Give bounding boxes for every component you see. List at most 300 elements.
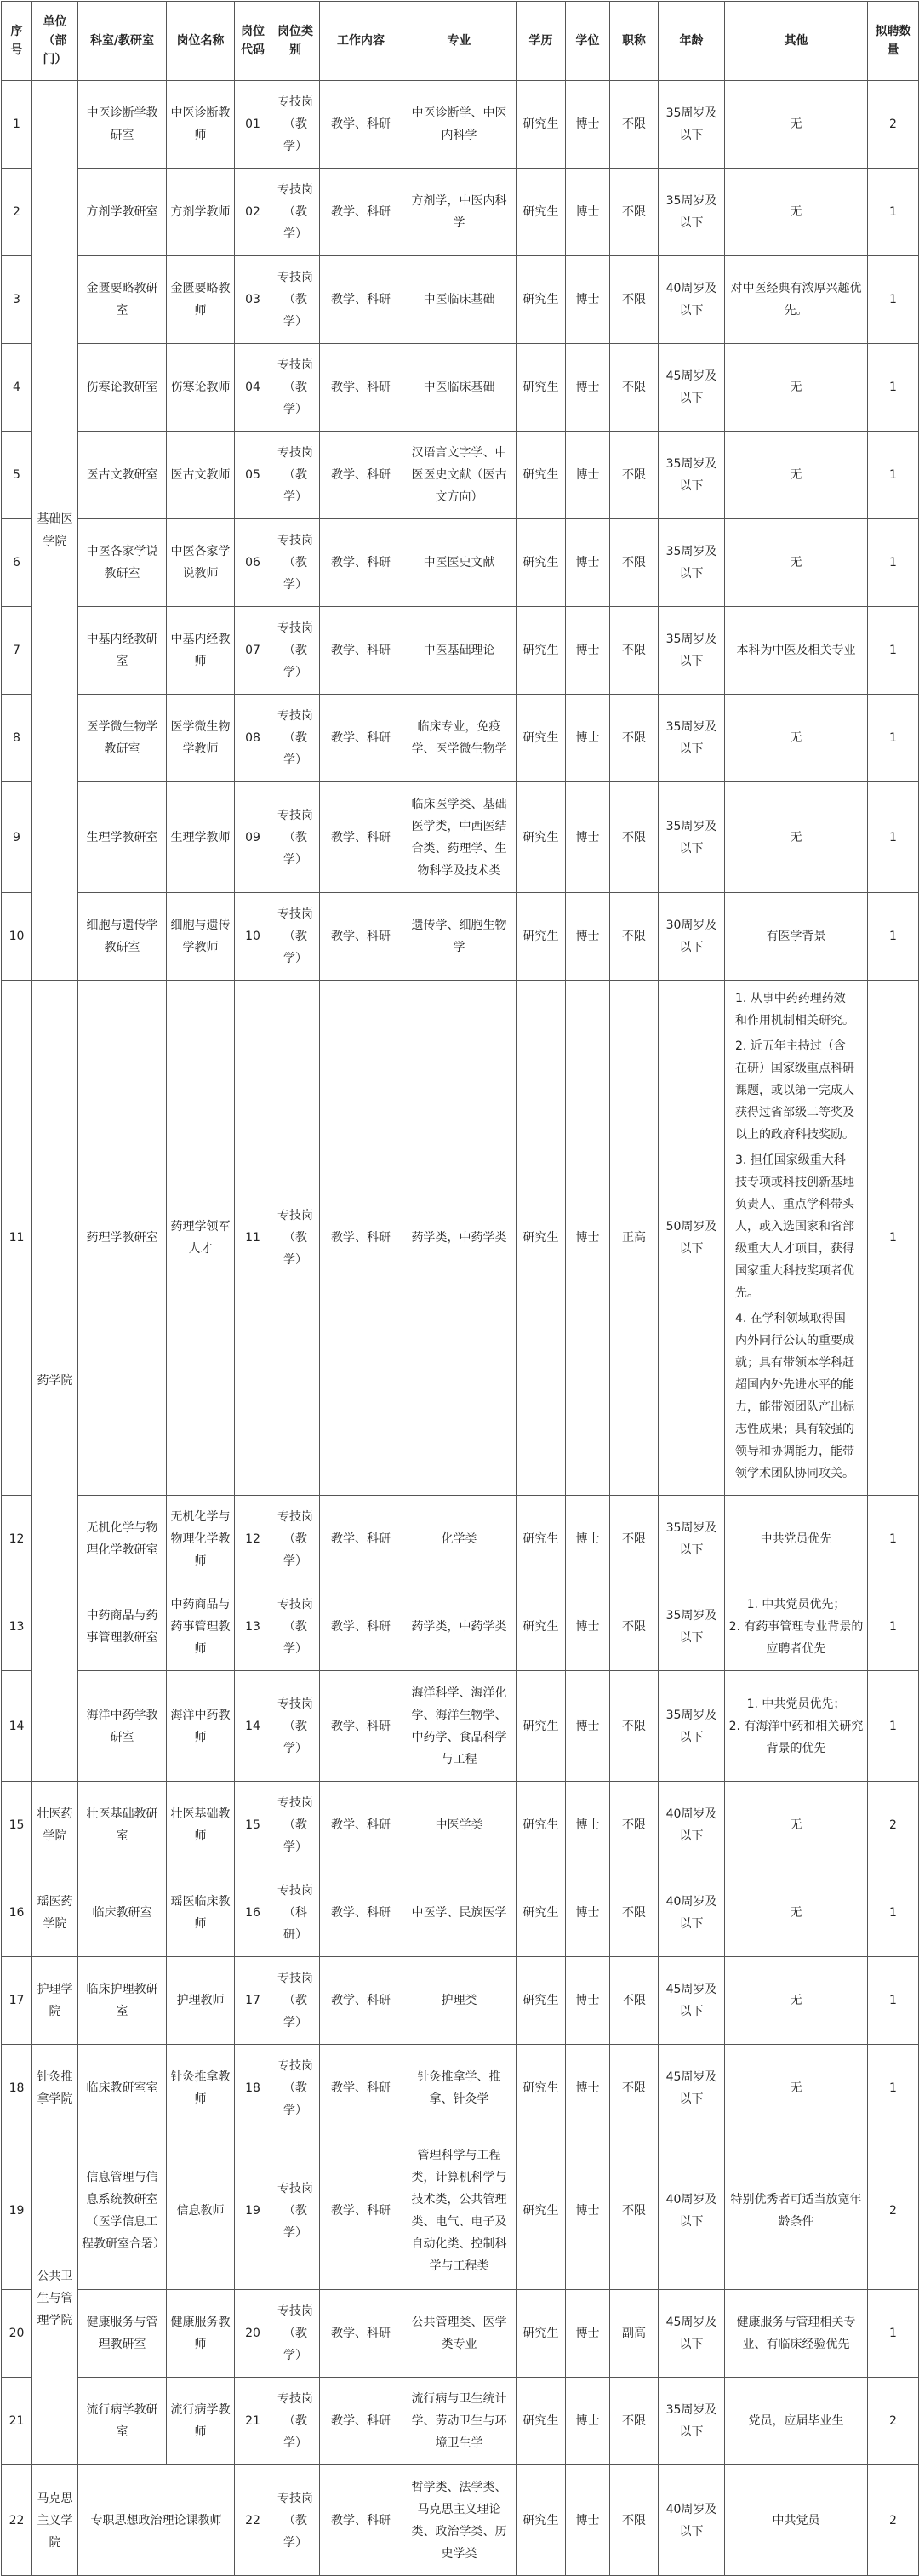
- cell-edu: 研究生: [517, 2378, 566, 2465]
- cell-edu: 研究生: [517, 695, 566, 782]
- cell-post-code: 06: [235, 519, 271, 607]
- cell-age: 35周岁及以下: [659, 782, 725, 893]
- cell-major: 管理科学与工程类，计算机科学与技术类，公共管理类、电气、电子及自动化类、控制科学与工程类: [402, 2132, 517, 2290]
- cell-dept: 中医各家学说教研室: [78, 519, 167, 607]
- cell-major: 哲学类、法学类、马克思主义理论类、政治学类、历史学类: [402, 2465, 517, 2576]
- cell-other: 1. 中共党员优先； 2. 有药事管理专业背景的应聘者优先: [725, 1583, 868, 1671]
- cell-post-name: 医学微生物学教师: [167, 695, 235, 782]
- cell-title: 不限: [610, 1496, 659, 1583]
- cell-degree: 博士: [566, 981, 610, 1496]
- cell-other: 无: [725, 169, 868, 256]
- cell-dept: 壮医基础教研室: [78, 1782, 167, 1869]
- cell-post-code: 03: [235, 256, 271, 344]
- cell-seq: 11: [2, 981, 32, 1496]
- cell-other: 本科为中医及相关专业: [725, 607, 868, 695]
- cell-edu: 研究生: [517, 607, 566, 695]
- cell-major: 公共管理类、医学类专业: [402, 2290, 517, 2378]
- cell-post-name: 护理教师: [167, 1957, 235, 2045]
- header-dept: 科室/教研室: [78, 2, 167, 81]
- cell-degree: 博士: [566, 2045, 610, 2132]
- cell-title: 不限: [610, 2465, 659, 2576]
- cell-post-name: 海洋中药教师: [167, 1671, 235, 1782]
- cell-post-name: 健康服务教师: [167, 2290, 235, 2378]
- cell-post-type: 专技岗（教学）: [271, 981, 320, 1496]
- cell-work: 教学、科研: [320, 169, 402, 256]
- cell-count: 1: [868, 1671, 919, 1782]
- cell-other: 无: [725, 1957, 868, 2045]
- cell-edu: 研究生: [517, 2465, 566, 2576]
- cell-post-name: 中医诊断教师: [167, 81, 235, 169]
- cell-seq: 9: [2, 782, 32, 893]
- cell-age: 35周岁及以下: [659, 432, 725, 519]
- cell-post-name: 伤寒论教师: [167, 344, 235, 432]
- cell-count: 1: [868, 344, 919, 432]
- cell-major: 护理类: [402, 1957, 517, 2045]
- cell-other: 中共党员优先: [725, 1496, 868, 1583]
- cell-post-code: 21: [235, 2378, 271, 2465]
- cell-age: 35周岁及以下: [659, 1496, 725, 1583]
- cell-other: 党员，应届毕业生: [725, 2378, 868, 2465]
- cell-work: 教学、科研: [320, 782, 402, 893]
- cell-degree: 博士: [566, 2132, 610, 2290]
- cell-post-type: 专技岗（教学）: [271, 2045, 320, 2132]
- cell-post-type: 专技岗（教学）: [271, 1496, 320, 1583]
- cell-work: 教学、科研: [320, 432, 402, 519]
- cell-post-type: 专技岗（教学）: [271, 1671, 320, 1782]
- cell-post-code: 13: [235, 1583, 271, 1671]
- cell-count: 1: [868, 607, 919, 695]
- cell-other: 无: [725, 695, 868, 782]
- cell-count: 2: [868, 81, 919, 169]
- cell-post-name: 方剂学教师: [167, 169, 235, 256]
- table-row: [2, 1869, 919, 1957]
- cell-unit: 基础医学院: [32, 81, 78, 981]
- header-title: 职称: [610, 2, 659, 81]
- cell-count: 2: [868, 2132, 919, 2290]
- cell-major: 化学类: [402, 1496, 517, 1583]
- cell-dept: 细胞与遗传学教研室: [78, 893, 167, 981]
- cell-other: 1. 中共党员优先； 2. 有海洋中药和相关研究背景的优先: [725, 1671, 868, 1782]
- cell-work: 教学、科研: [320, 256, 402, 344]
- header-post-type: 岗位类别: [271, 2, 320, 81]
- cell-dept: 临床教研室室: [78, 2045, 167, 2132]
- cell-edu: 研究生: [517, 1782, 566, 1869]
- cell-post-code: 12: [235, 1496, 271, 1583]
- cell-major: 中医学类: [402, 1782, 517, 1869]
- table-row: [2, 1782, 919, 1869]
- cell-post-code: 17: [235, 1957, 271, 2045]
- cell-edu: 研究生: [517, 1869, 566, 1957]
- cell-post-type: 专技岗（教学）: [271, 782, 320, 893]
- cell-dept: 伤寒论教研室: [78, 344, 167, 432]
- table-row: [2, 1957, 919, 2045]
- cell-edu: 研究生: [517, 782, 566, 893]
- cell-age: 40周岁及以下: [659, 1782, 725, 1869]
- cell-post-name: 针灸推拿教师: [167, 2045, 235, 2132]
- cell-title: 副高: [610, 2290, 659, 2378]
- cell-post-type: 专技岗（教学）: [271, 256, 320, 344]
- cell-edu: 研究生: [517, 169, 566, 256]
- cell-degree: 博士: [566, 607, 610, 695]
- cell-unit: 护理学院: [32, 1957, 78, 2045]
- cell-post-type: 专技岗（教学）: [271, 893, 320, 981]
- header-work: 工作内容: [320, 2, 402, 81]
- cell-other: 无: [725, 519, 868, 607]
- cell-post-type: 专技岗（教学）: [271, 519, 320, 607]
- cell-edu: 研究生: [517, 2045, 566, 2132]
- table-row: [2, 2132, 919, 2290]
- cell-post-name: 中药商品与药事管理教师: [167, 1583, 235, 1671]
- cell-seq: 5: [2, 432, 32, 519]
- cell-post-name: 生理学教师: [167, 782, 235, 893]
- header-row: [2, 2, 919, 81]
- table-row: [2, 893, 919, 981]
- cell-dept: 临床教研室: [78, 1869, 167, 1957]
- cell-seq: 10: [2, 893, 32, 981]
- cell-post-type: 专技岗（科研）: [271, 1869, 320, 1957]
- cell-title: 不限: [610, 695, 659, 782]
- cell-degree: 博士: [566, 1782, 610, 1869]
- cell-title: 不限: [610, 344, 659, 432]
- cell-degree: 博士: [566, 2465, 610, 2576]
- cell-degree: 博士: [566, 1496, 610, 1583]
- cell-edu: 研究生: [517, 432, 566, 519]
- cell-age: 45周岁及以下: [659, 2045, 725, 2132]
- cell-dept: 信息管理与信息系统教研室（医学信息工程教研室合署）: [78, 2132, 167, 2290]
- cell-count: 1: [868, 695, 919, 782]
- cell-work: 教学、科研: [320, 2378, 402, 2465]
- table-row: [2, 782, 919, 893]
- cell-age: 45周岁及以下: [659, 2290, 725, 2378]
- cell-post-name: 壮医基础教师: [167, 1782, 235, 1869]
- cell-edu: 研究生: [517, 256, 566, 344]
- cell-age: 40周岁及以下: [659, 2132, 725, 2290]
- cell-post-name: 无机化学与物理化学教师: [167, 1496, 235, 1583]
- cell-edu: 研究生: [517, 1496, 566, 1583]
- cell-other: 无: [725, 81, 868, 169]
- cell-seq: 8: [2, 695, 32, 782]
- cell-post-name: 药理学领军人才: [167, 981, 235, 1496]
- table-row: [2, 256, 919, 344]
- cell-dept: 流行病学教研室: [78, 2378, 167, 2465]
- cell-post-type: 专技岗（教学）: [271, 2290, 320, 2378]
- cell-post-code: 08: [235, 695, 271, 782]
- cell-count: 1: [868, 1496, 919, 1583]
- cell-count: 2: [868, 2378, 919, 2465]
- cell-degree: 博士: [566, 81, 610, 169]
- cell-other: [725, 981, 868, 1496]
- cell-edu: 研究生: [517, 2132, 566, 2290]
- cell-age: 35周岁及以下: [659, 695, 725, 782]
- cell-post-code: 04: [235, 344, 271, 432]
- cell-seq: 7: [2, 607, 32, 695]
- cell-age: 35周岁及以下: [659, 1583, 725, 1671]
- cell-post-name: 流行病学教师: [167, 2378, 235, 2465]
- header-unit: 单位（部门）: [32, 2, 78, 81]
- cell-post-name: 细胞与遗传学教师: [167, 893, 235, 981]
- cell-other: 无: [725, 344, 868, 432]
- cell-edu: 研究生: [517, 981, 566, 1496]
- cell-seq: 14: [2, 1671, 32, 1782]
- cell-count: 1: [868, 893, 919, 981]
- cell-post-name: 中基内经教师: [167, 607, 235, 695]
- header-seq: 序号: [2, 2, 32, 81]
- cell-title: 不限: [610, 2045, 659, 2132]
- cell-post-type: 专技岗（教学）: [271, 1957, 320, 2045]
- cell-seq: 12: [2, 1496, 32, 1583]
- cell-major: 中医医史文献: [402, 519, 517, 607]
- cell-age: 40周岁及以下: [659, 2465, 725, 2576]
- cell-dept: 方剂学教研室: [78, 169, 167, 256]
- cell-title: 不限: [610, 1671, 659, 1782]
- cell-degree: 博士: [566, 432, 610, 519]
- cell-seq: 22: [2, 2465, 32, 2576]
- cell-seq: 13: [2, 1583, 32, 1671]
- table-row: [2, 1583, 919, 1671]
- table-row: [2, 1496, 919, 1583]
- cell-seq: 17: [2, 1957, 32, 2045]
- table-row: [2, 1671, 919, 1782]
- cell-post-type: 专技岗（教学）: [271, 81, 320, 169]
- cell-major: 临床医学类、基础医学类，中西医结合类、药理学、生物科学及技术类: [402, 782, 517, 893]
- cell-age: 30周岁及以下: [659, 893, 725, 981]
- cell-degree: 博士: [566, 169, 610, 256]
- cell-count: 1: [868, 1957, 919, 2045]
- cell-degree: 博士: [566, 2290, 610, 2378]
- cell-seq: 6: [2, 519, 32, 607]
- header-count: 拟聘数量: [868, 2, 919, 81]
- cell-degree: 博士: [566, 695, 610, 782]
- cell-major: 药学类，中药学类: [402, 981, 517, 1496]
- cell-work: 教学、科研: [320, 519, 402, 607]
- table-row: [2, 432, 919, 519]
- cell-age: 50周岁及以下: [659, 981, 725, 1496]
- cell-post-type: 专技岗（教学）: [271, 695, 320, 782]
- cell-seq: 4: [2, 344, 32, 432]
- cell-title: 不限: [610, 1869, 659, 1957]
- cell-work: 教学、科研: [320, 2045, 402, 2132]
- cell-age: 45周岁及以下: [659, 1957, 725, 2045]
- cell-unit: 壮医药学院: [32, 1782, 78, 1869]
- cell-post-code: 10: [235, 893, 271, 981]
- cell-major: 中医诊断学、中医内科学: [402, 81, 517, 169]
- header-major: 专业: [402, 2, 517, 81]
- cell-post-name: 金匮要略教师: [167, 256, 235, 344]
- cell-dept: 医古文教研室: [78, 432, 167, 519]
- cell-post-code: 07: [235, 607, 271, 695]
- cell-title: 不限: [610, 893, 659, 981]
- cell-major: 针灸推拿学、推拿、针灸学: [402, 2045, 517, 2132]
- cell-work: 教学、科研: [320, 607, 402, 695]
- cell-degree: 博士: [566, 893, 610, 981]
- cell-post-code: 05: [235, 432, 271, 519]
- cell-title: 不限: [610, 432, 659, 519]
- cell-age: 40周岁及以下: [659, 1869, 725, 1957]
- cell-other: 对中医经典有浓厚兴趣优先。: [725, 256, 868, 344]
- cell-post-name: 信息教师: [167, 2132, 235, 2290]
- cell-count: 2: [868, 2465, 919, 2576]
- table-row: [2, 695, 919, 782]
- cell-edu: 研究生: [517, 893, 566, 981]
- header-edu: 学历: [517, 2, 566, 81]
- cell-post-name: 瑶医临床教师: [167, 1869, 235, 1957]
- cell-title: 不限: [610, 1957, 659, 2045]
- cell-seq: 18: [2, 2045, 32, 2132]
- cell-work: 教学、科研: [320, 981, 402, 1496]
- cell-count: 1: [868, 2045, 919, 2132]
- cell-post-code: 16: [235, 1869, 271, 1957]
- cell-degree: 博士: [566, 1869, 610, 1957]
- cell-degree: 博士: [566, 519, 610, 607]
- cell-age: 35周岁及以下: [659, 81, 725, 169]
- cell-dept: 无机化学与物理化学教研室: [78, 1496, 167, 1583]
- cell-major: 方剂学，中医内科学: [402, 169, 517, 256]
- cell-dept: 生理学教研室: [78, 782, 167, 893]
- cell-title: 不限: [610, 1782, 659, 1869]
- cell-title: 不限: [610, 519, 659, 607]
- cell-post-code: 01: [235, 81, 271, 169]
- table-row: [2, 169, 919, 256]
- cell-work: 教学、科研: [320, 1782, 402, 1869]
- cell-post-name: 中医各家学说教师: [167, 519, 235, 607]
- cell-post-type: 专技岗（教学）: [271, 1782, 320, 1869]
- cell-major: 中医临床基础: [402, 256, 517, 344]
- cell-post-type: 专技岗（教学）: [271, 432, 320, 519]
- cell-edu: 研究生: [517, 344, 566, 432]
- cell-major: 流行病与卫生统计学、劳动卫生与环境卫生学: [402, 2378, 517, 2465]
- cell-work: 教学、科研: [320, 1583, 402, 1671]
- table-row: [2, 2465, 919, 2576]
- cell-work: 教学、科研: [320, 2290, 402, 2378]
- cell-other: 无: [725, 1869, 868, 1957]
- cell-work: 教学、科研: [320, 1671, 402, 1782]
- cell-count: 1: [868, 256, 919, 344]
- cell-age: 35周岁及以下: [659, 607, 725, 695]
- cell-count: 1: [868, 1869, 919, 1957]
- cell-post-code: 02: [235, 169, 271, 256]
- table-row: [2, 2378, 919, 2465]
- recruitment-table: [1, 1, 919, 2576]
- cell-unit: 瑶医药学院: [32, 1869, 78, 1957]
- cell-edu: 研究生: [517, 519, 566, 607]
- cell-dept: 中基内经教研室: [78, 607, 167, 695]
- cell-seq: 20: [2, 2290, 32, 2378]
- cell-seq: 16: [2, 1869, 32, 1957]
- cell-other: 无: [725, 782, 868, 893]
- table-row: [2, 2290, 919, 2378]
- table-row: [2, 981, 919, 1496]
- cell-count: 1: [868, 782, 919, 893]
- cell-dept: 医学微生物学教研室: [78, 695, 167, 782]
- cell-major: 药学类，中药学类: [402, 1583, 517, 1671]
- cell-dept: 海洋中药学教研室: [78, 1671, 167, 1782]
- cell-dept: 临床护理教研室: [78, 1957, 167, 2045]
- cell-work: 教学、科研: [320, 2465, 402, 2576]
- cell-post-type: 专技岗（教学）: [271, 2378, 320, 2465]
- cell-edu: 研究生: [517, 1671, 566, 1782]
- header-degree: 学位: [566, 2, 610, 81]
- header-post-name: 岗位名称: [167, 2, 235, 81]
- cell-post-code: 14: [235, 1671, 271, 1782]
- cell-seq: 1: [2, 81, 32, 169]
- cell-work: 教学、科研: [320, 1957, 402, 2045]
- cell-work: 教学、科研: [320, 1496, 402, 1583]
- cell-major: 中医基础理论: [402, 607, 517, 695]
- cell-dept-post: 专职思想政治理论课教师: [78, 2465, 235, 2576]
- cell-title: 不限: [610, 169, 659, 256]
- cell-post-type: 专技岗（教学）: [271, 607, 320, 695]
- cell-major: 中医学、民族医学: [402, 1869, 517, 1957]
- other-note-line: 4. 在学科领域取得国内外同行公认的重要成就；具有带领本学科赶超国内外先进水平的能力，能带领团队产出标志性成果；具有较强的领导和协调能力，能带领学术团队协同攻关。: [735, 1312, 854, 1480]
- cell-title: 不限: [610, 256, 659, 344]
- cell-other: 特别优秀者可适当放宽年龄条件: [725, 2132, 868, 2290]
- cell-unit: 马克思主义学院: [32, 2465, 78, 2576]
- cell-other: 中共党员: [725, 2465, 868, 2576]
- cell-title: 不限: [610, 2132, 659, 2290]
- cell-age: 35周岁及以下: [659, 2378, 725, 2465]
- cell-seq: 21: [2, 2378, 32, 2465]
- cell-other: 无: [725, 1782, 868, 1869]
- table-row: [2, 81, 919, 169]
- cell-degree: 博士: [566, 344, 610, 432]
- cell-count: 1: [868, 981, 919, 1496]
- cell-major: 遗传学、细胞生物学: [402, 893, 517, 981]
- cell-degree: 博士: [566, 1671, 610, 1782]
- cell-work: 教学、科研: [320, 1869, 402, 1957]
- cell-post-type: 专技岗（教学）: [271, 169, 320, 256]
- cell-edu: 研究生: [517, 1583, 566, 1671]
- cell-dept: 金匮要略教研室: [78, 256, 167, 344]
- cell-post-code: 11: [235, 981, 271, 1496]
- cell-edu: 研究生: [517, 2290, 566, 2378]
- cell-degree: 博士: [566, 1957, 610, 2045]
- other-note-line: 1. 从事中药药理药效和作用机制相关研究。: [735, 992, 854, 1028]
- cell-title: 不限: [610, 81, 659, 169]
- cell-title: 不限: [610, 782, 659, 893]
- cell-other: 无: [725, 2045, 868, 2132]
- cell-post-code: 09: [235, 782, 271, 893]
- cell-post-type: 专技岗（教学）: [271, 1583, 320, 1671]
- cell-degree: 博士: [566, 782, 610, 893]
- cell-work: 教学、科研: [320, 893, 402, 981]
- cell-age: 35周岁及以下: [659, 169, 725, 256]
- cell-dept: 中医诊断学教研室: [78, 81, 167, 169]
- cell-major: 汉语言文字学、中医医史文献（医古文方向）: [402, 432, 517, 519]
- cell-dept: 药理学教研室: [78, 981, 167, 1496]
- cell-work: 教学、科研: [320, 81, 402, 169]
- cell-work: 教学、科研: [320, 695, 402, 782]
- cell-count: 1: [868, 519, 919, 607]
- table-row: [2, 607, 919, 695]
- other-note-line: 2. 近五年主持过（含在研）国家级重点科研课题，或以第一完成人获得过省部级二等奖及以上的政府科技奖励。: [735, 1039, 854, 1142]
- header-age: 年龄: [659, 2, 725, 81]
- cell-dept: 中药商品与药事管理教研室: [78, 1583, 167, 1671]
- cell-title: 不限: [610, 2378, 659, 2465]
- cell-post-type: 专技岗（教学）: [271, 2465, 320, 2576]
- cell-degree: 博士: [566, 256, 610, 344]
- table-row: [2, 2045, 919, 2132]
- cell-seq: 19: [2, 2132, 32, 2290]
- cell-title: 不限: [610, 607, 659, 695]
- cell-other: 健康服务与管理相关专业、有临床经验优先: [725, 2290, 868, 2378]
- cell-age: 45周岁及以下: [659, 344, 725, 432]
- cell-post-code: 19: [235, 2132, 271, 2290]
- cell-post-name: 医古文教师: [167, 432, 235, 519]
- cell-other: 无: [725, 432, 868, 519]
- cell-seq: 15: [2, 1782, 32, 1869]
- cell-age: 40周岁及以下: [659, 256, 725, 344]
- cell-major: 中医临床基础: [402, 344, 517, 432]
